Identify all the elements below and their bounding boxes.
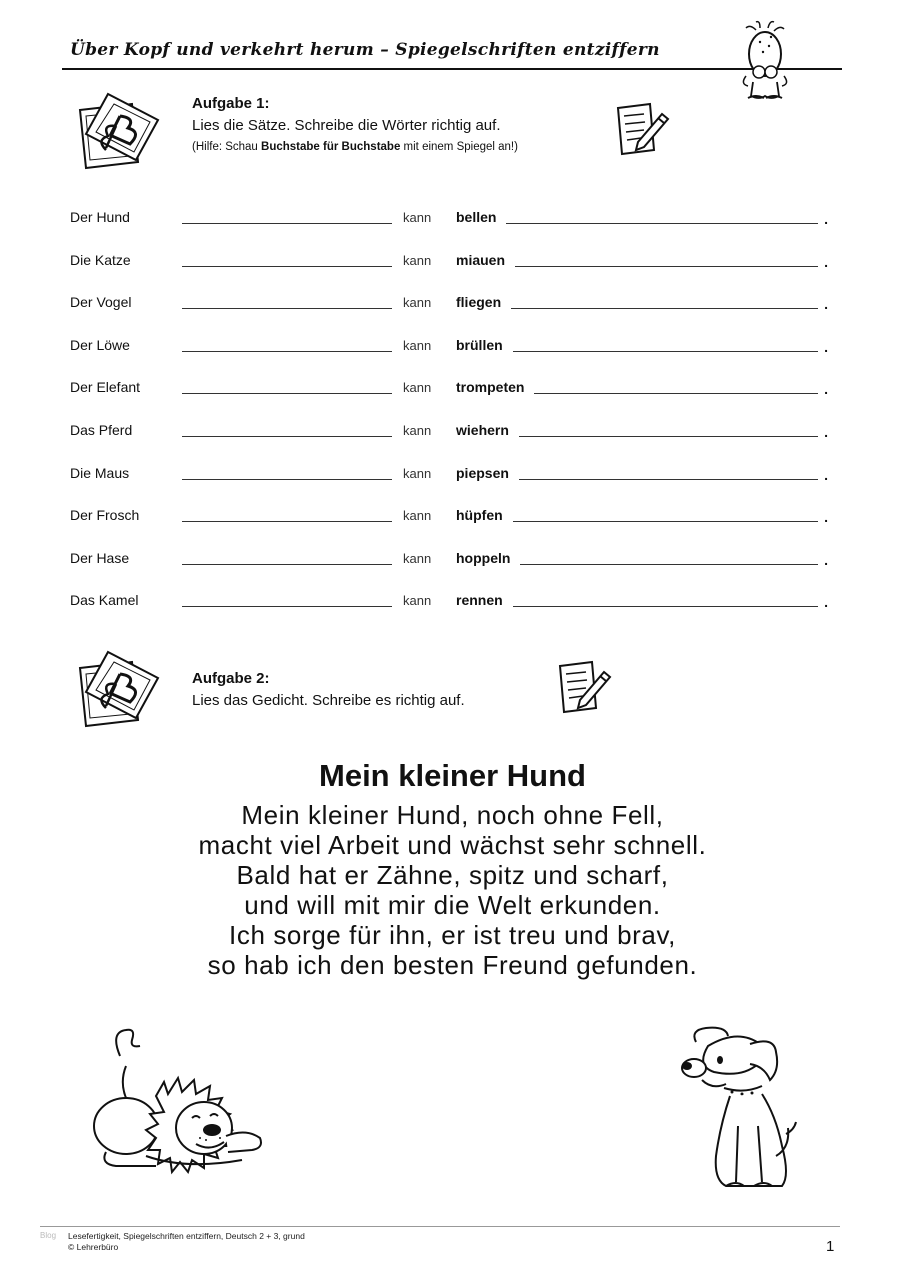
answer-line-subject[interactable] — [182, 351, 392, 352]
kann-label: kann — [403, 295, 432, 311]
mirrored-subject: Das Pferd — [70, 422, 133, 438]
watermark-stamp: Blog — [40, 1231, 57, 1240]
mirrored-verb: hüpfen — [456, 507, 503, 524]
letter-b-cards-icon-2 — [76, 648, 160, 728]
sentence-period: . — [824, 551, 828, 568]
footer-credits — [68, 1231, 305, 1253]
poem-line: so hab ich den besten Freund gefunden. — [207, 950, 698, 980]
footer-rule — [40, 1226, 840, 1227]
answer-line-subject[interactable] — [182, 606, 392, 607]
lion-illustration — [86, 1026, 276, 1176]
poem-line: und will mit mir die Welt erkunden. — [244, 890, 661, 920]
answer-line-verb[interactable] — [513, 351, 818, 352]
mirrored-subject: Der Vogel — [70, 294, 132, 311]
sentence-period: . — [824, 253, 828, 270]
exercise-row — [70, 379, 840, 399]
mirrored-subject: Der Elefant — [70, 379, 141, 396]
exercise-row — [70, 592, 840, 612]
answer-line-verb[interactable] — [506, 223, 818, 224]
answer-line-verb[interactable] — [520, 564, 818, 565]
exercise-row — [70, 209, 840, 229]
task2-label: Aufgabe 2: — [192, 670, 270, 687]
answer-line-verb[interactable] — [519, 479, 818, 480]
task1-hint: (Hilfe: Schau Buchstabe für Buchstabe mit einem Spiegel an!) — [192, 141, 518, 153]
sentence-period: . — [824, 296, 828, 313]
answer-line-subject[interactable] — [182, 393, 392, 394]
worksheet-title: Über Kopf und verkehrt herum – Spiegelschriften entziffern — [70, 40, 660, 60]
exercise-row — [70, 294, 840, 314]
mirrored-subject: Der Frosch — [70, 507, 140, 524]
answer-line-verb[interactable] — [513, 521, 818, 522]
sentence-period: . — [824, 424, 828, 440]
kann-label: kann — [403, 380, 432, 396]
task1-instruction: Lies die Sätze. Schreibe die Wörter richtig auf. — [192, 117, 501, 134]
sentence-period: . — [824, 466, 828, 483]
footer-line: Lesefertigkeit, Spiegelschriften entziffern, Deutsch 2 + 3, grund — [68, 1231, 305, 1241]
footer-line: © Lehrerbüro — [68, 1242, 119, 1252]
mirrored-verb: miauen — [456, 251, 506, 268]
answer-line-subject[interactable] — [182, 564, 392, 565]
mirrored-subject: Das Kamel — [70, 592, 139, 609]
mirrored-subject: Die Katze — [70, 251, 131, 268]
writing-pad-icon-2 — [556, 660, 612, 714]
mirrored-verb: rennen — [456, 592, 503, 609]
exercise-row — [70, 422, 840, 442]
answer-line-subject[interactable] — [182, 521, 392, 522]
mirrored-verb: bellen — [456, 209, 497, 225]
kann-label: kann — [403, 508, 432, 524]
mirrored-subject: Der Löwe — [70, 336, 130, 353]
kann-label: kann — [403, 550, 432, 566]
mascot-illustration — [738, 22, 794, 104]
poem-line: Bald hat er Zähne, spitz und scharf, — [236, 860, 669, 890]
answer-line-verb[interactable] — [519, 436, 818, 437]
mirrored-verb: wiehern — [456, 422, 509, 438]
header-rule — [62, 68, 842, 70]
dog-illustration — [672, 1016, 802, 1196]
answer-line-subject[interactable] — [182, 436, 392, 437]
answer-line-verb[interactable] — [515, 266, 818, 267]
sentence-period: . — [824, 509, 828, 526]
letter-b-cards-icon — [76, 90, 160, 170]
poem-line: Mein kleiner Hund, noch ohne Fell, — [241, 800, 664, 830]
answer-line-subject[interactable] — [182, 479, 392, 480]
poem-line: Ich sorge für ihn, er ist treu und brav, — [229, 920, 676, 950]
sentence-period: . — [824, 381, 828, 398]
mirrored-verb: fliegen — [456, 294, 502, 311]
answer-line-subject[interactable] — [182, 266, 392, 267]
kann-label: kann — [403, 593, 432, 609]
kann-label: kann — [403, 423, 432, 438]
poem-title: Mein kleiner Hund — [319, 758, 586, 793]
mirrored-subject: Der Hund — [70, 209, 130, 225]
kann-label: kann — [403, 252, 432, 268]
answer-line-verb[interactable] — [513, 606, 818, 607]
answer-line-subject[interactable] — [182, 308, 392, 309]
kann-label: kann — [403, 210, 432, 225]
mirrored-subject: Der Hase — [70, 549, 130, 566]
sentence-period: . — [824, 594, 828, 611]
kann-label: kann — [403, 465, 432, 481]
mirrored-verb: hoppeln — [456, 549, 511, 566]
task2-instruction: Lies das Gedicht. Schreibe es richtig auf. — [192, 692, 465, 709]
answer-line-subject[interactable] — [182, 223, 392, 224]
mirrored-verb: piepsen — [456, 464, 509, 481]
poem-body — [0, 800, 905, 980]
mirrored-verb: trompeten — [456, 379, 525, 396]
answer-line-verb[interactable] — [534, 393, 818, 394]
exercise-row — [70, 465, 840, 485]
sentence-period: . — [824, 338, 828, 355]
exercise-row — [70, 337, 840, 357]
sentence-period: . — [824, 211, 828, 227]
writing-pad-icon — [614, 102, 670, 156]
poem-line: macht viel Arbeit und wächst sehr schnell. — [198, 830, 707, 860]
mirrored-subject: Die Maus — [70, 464, 130, 481]
exercise-row — [70, 550, 840, 570]
kann-label: kann — [403, 337, 432, 353]
exercise-row — [70, 507, 840, 527]
answer-line-verb[interactable] — [511, 308, 818, 309]
task1-label: Aufgabe 1: — [192, 95, 270, 112]
page-number: 1 — [826, 1238, 835, 1255]
mirrored-verb: brüllen — [456, 336, 503, 353]
exercise-row — [70, 252, 840, 272]
